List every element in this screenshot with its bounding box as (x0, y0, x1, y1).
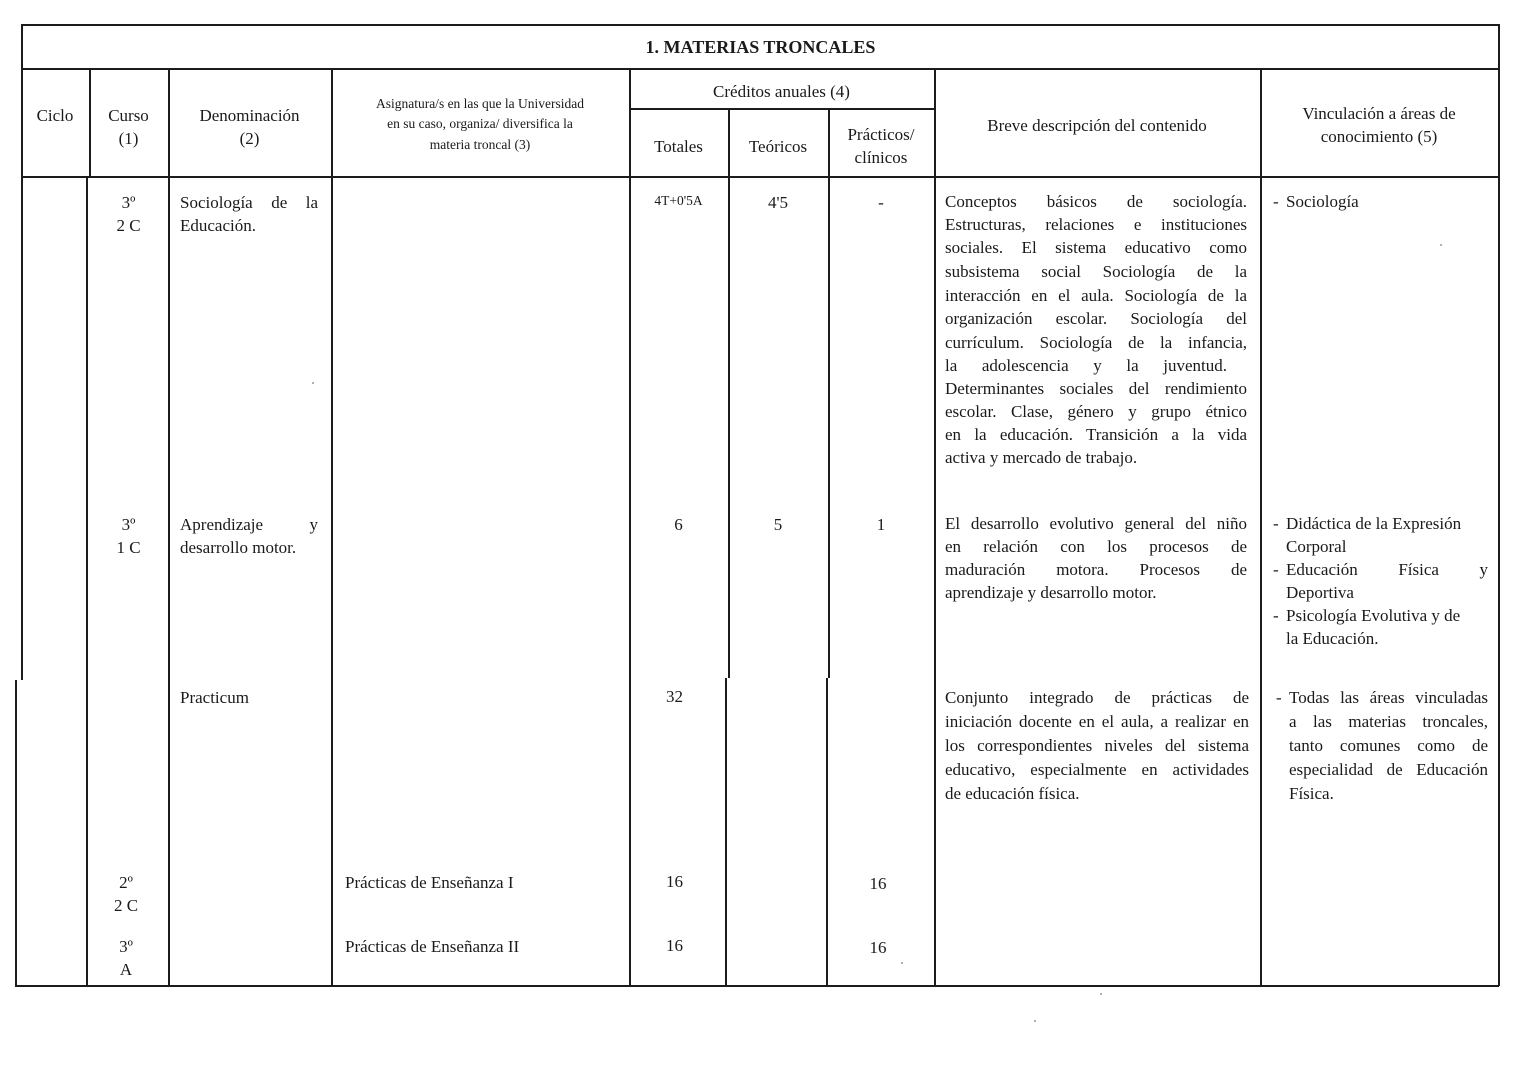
creditos-practicos: - (878, 193, 884, 212)
table-border-right (1498, 24, 1500, 986)
header-descripcion: Breve descripción del contenido (987, 116, 1207, 135)
header-asignatura-line2: en su caso, organiza/ diversifica la (387, 116, 573, 131)
vinculacion-bullet: - (1273, 606, 1279, 625)
curso-semester: 2 C (113, 896, 139, 915)
creditos-totales: 16 (666, 872, 683, 891)
header-totales: Totales (654, 137, 703, 156)
asignatura-text: Prácticas de Enseñanza II (345, 937, 520, 956)
descripcion-line: en la educación. Transición a la vida (945, 425, 1247, 444)
descripcion-line: El desarrollo evolutivo general del niño (945, 514, 1247, 533)
creditos-totales: 6 (674, 515, 683, 534)
header-bottom-border (21, 176, 1500, 178)
vinculacion-bullet: - (1273, 514, 1279, 533)
descripcion-line: educativo, especialmente en actividades (945, 760, 1249, 779)
curso-value: 3º (119, 937, 133, 956)
scan-speck (312, 382, 314, 384)
col-divider-totales-lower (725, 678, 727, 986)
denominacion-text-line2: Educación. (180, 216, 256, 235)
header-vinculacion-line2: conocimiento (5) (1320, 127, 1438, 146)
vinculacion-area-cont: especialidad de Educación (1289, 760, 1488, 779)
creditos-practicos: 16 (869, 874, 887, 893)
header-vinculacion: Vinculación a áreas de (1302, 104, 1456, 123)
col-divider-ciclo-body (86, 178, 88, 986)
header-curso-note: (1) (118, 129, 139, 148)
vinculacion-area: Educación Física y (1286, 560, 1488, 579)
header-practicos-line2: clínicos (854, 148, 908, 167)
descripcion-line: currículum. Sociología de la infancia, (945, 333, 1247, 352)
vinculacion-area-cont: la Educación. (1286, 629, 1379, 648)
descripcion-line: aprendizaje y desarrollo motor. (945, 583, 1157, 602)
curso-semester: A (119, 960, 133, 979)
descripcion-line: activa y mercado de trabajo. (945, 448, 1138, 467)
vinculacion-area-cont: Deportiva (1286, 583, 1354, 602)
scan-speck (901, 962, 903, 964)
descripcion-line: en relación con los procesos de (945, 537, 1247, 556)
title-row-border (21, 68, 1500, 70)
table-border-top (21, 24, 1500, 26)
vinculacion-area: Todas las áreas vinculadas (1289, 688, 1488, 707)
vinculacion-area: Psicología Evolutiva y de (1286, 606, 1461, 625)
creditos-subheader-border (631, 108, 935, 110)
denominacion-text-line2: desarrollo motor. (180, 538, 297, 557)
curso-value: 3º (121, 515, 136, 534)
header-denominacion-note: (2) (239, 129, 260, 148)
scan-speck (1440, 244, 1442, 246)
creditos-totales: 4T+0'5A (654, 193, 703, 208)
table-border-bottom (15, 985, 1499, 987)
descripcion-line: maduración motora. Procesos de (945, 560, 1247, 579)
scan-speck (1100, 993, 1102, 995)
header-teoricos: Teóricos (748, 137, 808, 156)
header-asignatura-line1: Asignatura/s en las que la Universidad (375, 96, 585, 111)
descripcion-line: Estructuras, relaciones e instituciones (945, 215, 1247, 234)
vinculacion-bullet: - (1273, 192, 1279, 211)
descripcion-line: interacción en el aula. Sociología de la (945, 286, 1247, 305)
vinculacion-area: Sociología (1286, 192, 1359, 211)
descripcion-line: los correspondientes niveles del sistema (945, 736, 1249, 755)
descripcion-line: escolar. Clase, género y grupo étnico (945, 402, 1247, 421)
col-divider-descripcion (1260, 68, 1262, 986)
curso-semester: 2 C (116, 216, 141, 235)
denominacion-text: Sociología de la (180, 193, 318, 212)
vinculacion-area-cont: tanto comunes como de (1289, 736, 1488, 755)
creditos-totales: 32 (666, 687, 683, 706)
header-denominacion: Denominación (199, 106, 300, 125)
descripcion-line: sociales. El sistema educativo como (945, 238, 1247, 257)
creditos-teoricos: 5 (773, 515, 783, 534)
table-title: 1. MATERIAS TRONCALES (645, 37, 876, 57)
header-ciclo: Ciclo (36, 106, 74, 125)
col-divider-curso (168, 68, 170, 986)
vinculacion-area-cont: Corporal (1286, 537, 1347, 556)
vinculacion-area-cont: Física. (1289, 784, 1334, 803)
vinculacion-area-cont: a las materias troncales, (1289, 712, 1488, 731)
curso-value: 3º (121, 193, 136, 212)
vinculacion-bullet: - (1273, 560, 1279, 579)
curso-semester: 1 C (116, 538, 141, 557)
descripcion-line: de educación física. (945, 784, 1080, 803)
descripcion-line: iniciación docente en el aula, a realizar en (945, 712, 1249, 731)
creditos-practicos: 16 (869, 938, 887, 957)
header-creditos-anuales: Créditos anuales (4) (713, 82, 850, 101)
col-divider-denominacion (331, 68, 333, 986)
header-curso: Curso (108, 106, 149, 125)
descripcion-line: la adolescencia y la juventud. (945, 356, 1227, 375)
descripcion-line: Conceptos básicos de sociología. (945, 192, 1247, 211)
col-divider-practicos (934, 68, 936, 986)
header-practicos: Prácticos/ (847, 125, 915, 144)
descripcion-line: organización escolar. Sociología del (945, 309, 1247, 328)
creditos-teoricos: 4'5 (767, 193, 789, 212)
vinculacion-area: Didáctica de la Expresión (1286, 514, 1462, 533)
creditos-totales: 16 (666, 936, 683, 955)
curso-value: 2º (119, 873, 133, 892)
vinculacion-bullet: - (1276, 688, 1282, 707)
descripcion-line: subsistema social Sociología de la (945, 262, 1247, 281)
table-border-left-lower (15, 680, 17, 986)
descripcion-line: Conjunto integrado de prácticas de (945, 688, 1249, 707)
denominacion-text: Aprendizaje y (180, 515, 318, 534)
asignatura-text: Prácticas de Enseñanza I (345, 873, 514, 892)
header-asignatura-line3: materia troncal (3) (429, 137, 531, 152)
descripcion-line: Determinantes sociales del rendimiento (945, 379, 1247, 398)
creditos-practicos: 1 (876, 515, 886, 534)
denominacion-text: Practicum (180, 688, 249, 707)
scan-speck (1034, 1020, 1036, 1022)
